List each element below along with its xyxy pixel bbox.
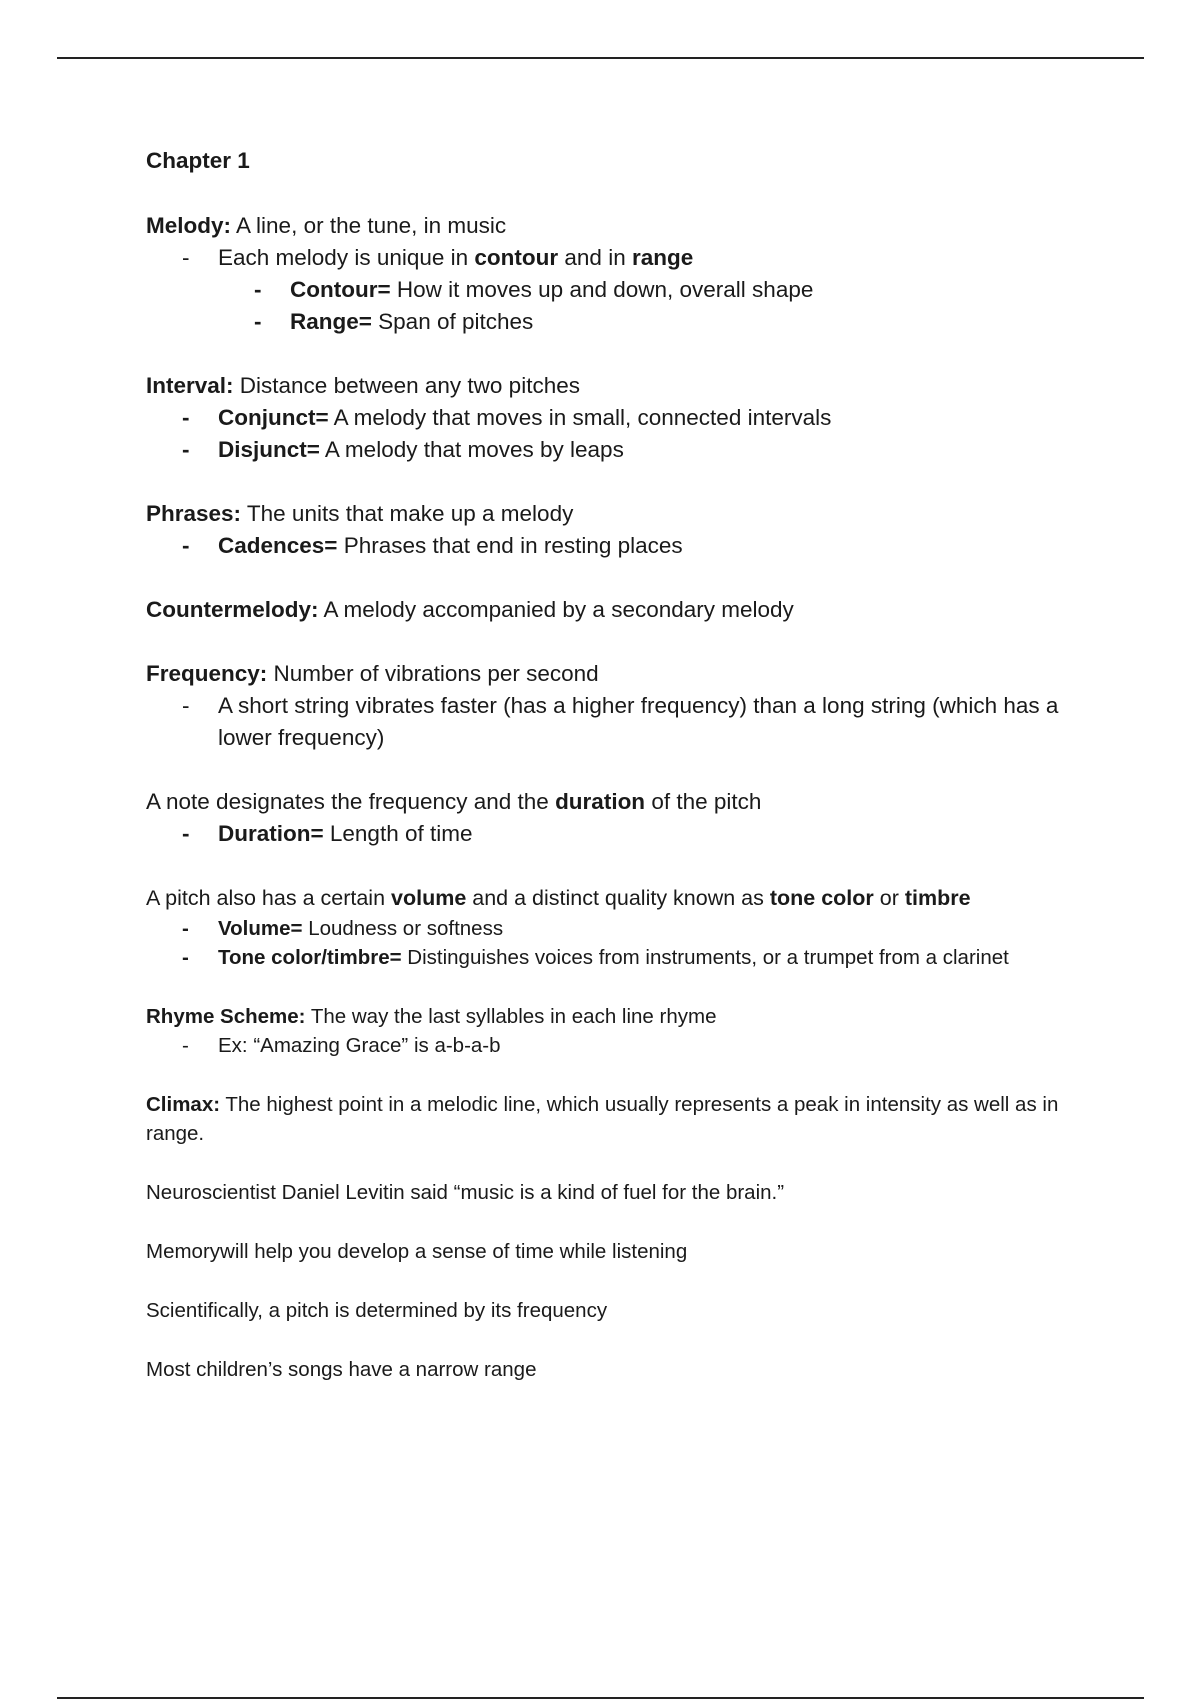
frequency-definition: Frequency: Number of vibrations per second <box>146 661 599 686</box>
bold-bullet: - <box>182 917 189 940</box>
note-line: Scientifically, a pitch is determined by its frequency <box>146 1299 608 1322</box>
frequency-term: Frequency: <box>146 661 268 686</box>
dash-bullet: - <box>182 693 190 718</box>
bold-bullet: - <box>254 309 262 334</box>
climax-definition: Climax: The highest point in a melodic line, which usually represents a peak in intensity as well as in range. <box>146 1093 1059 1145</box>
bold-bullet: - <box>182 946 189 969</box>
melody-points <box>146 242 1096 338</box>
list-item: - Range= Span of pitches <box>146 306 1096 338</box>
interval-term: Interval: <box>146 373 234 398</box>
interval-points <box>146 402 1096 466</box>
bold-bullet: - <box>182 533 190 558</box>
rhyme-definition: Rhyme Scheme: The way the last syllables in each line rhyme <box>146 1005 717 1028</box>
list-item: - Contour= How it moves up and down, overall shape <box>146 274 1096 306</box>
note-line: Neuroscientist Daniel Levitin said “music is a kind of fuel for the brain.” <box>146 1181 785 1204</box>
bold-bullet: - <box>254 277 262 302</box>
list-item: - Duration= Length of time <box>146 818 1096 850</box>
melody-term: Melody: <box>146 213 232 238</box>
chapter-title: Chapter 1 <box>146 148 250 173</box>
melody-definition: Melody: A line, or the tune, in music <box>146 213 507 238</box>
pitch-points <box>146 914 1096 972</box>
document-page <box>146 145 1096 1384</box>
list-item: - Disjunct= A melody that moves by leaps <box>146 434 1096 466</box>
list-item: - Ex: “Amazing Grace” is a-b-a-b <box>146 1031 1096 1060</box>
list-item: - Volume= Loudness or softness <box>146 914 1096 943</box>
note-statement: A note designates the frequency and the duration of the pitch <box>146 789 762 814</box>
dash-bullet: - <box>182 245 190 270</box>
pitch-statement: A pitch also has a certain volume and a distinct quality known as tone color or timbre <box>146 886 971 910</box>
countermelody-term: Countermelody: <box>146 597 319 622</box>
list-item: - Each melody is unique in contour and in range - Contour= How it moves up and down, overall shape - Range= Span of pitches <box>146 242 1096 338</box>
dash-bullet: - <box>182 1034 189 1057</box>
list-item: - A short string vibrates faster (has a higher frequency) than a long string (which has a lower frequency) <box>146 690 1096 754</box>
list-item: - Tone color/timbre= Distinguishes voices from instruments, or a trumpet from a clarinet <box>146 943 1096 972</box>
note-line: Memorywill help you develop a sense of time while listening <box>146 1240 688 1263</box>
rhyme-points <box>146 1031 1096 1060</box>
list-item: - Cadences= Phrases that end in resting places <box>146 530 1096 562</box>
rhyme-term: Rhyme Scheme: <box>146 1005 306 1028</box>
climax-term: Climax: <box>146 1093 221 1116</box>
phrases-points <box>146 530 1096 562</box>
phrases-term: Phrases: <box>146 501 242 526</box>
frequency-points <box>146 690 1096 754</box>
bottom-rule <box>57 1697 1144 1699</box>
bold-bullet: - <box>182 821 190 846</box>
bold-bullet: - <box>182 437 190 462</box>
bold-bullet: - <box>182 405 190 430</box>
list-item: - Conjunct= A melody that moves in small, connected intervals <box>146 402 1096 434</box>
top-rule <box>57 57 1144 59</box>
interval-definition: Interval: Distance between any two pitches <box>146 373 580 398</box>
note-points <box>146 818 1096 850</box>
phrases-definition: Phrases: The units that make up a melody <box>146 501 574 526</box>
note-line: Most children’s songs have a narrow range <box>146 1358 537 1381</box>
melody-subpoints <box>218 274 1096 338</box>
countermelody-definition: Countermelody: A melody accompanied by a secondary melody <box>146 597 794 622</box>
